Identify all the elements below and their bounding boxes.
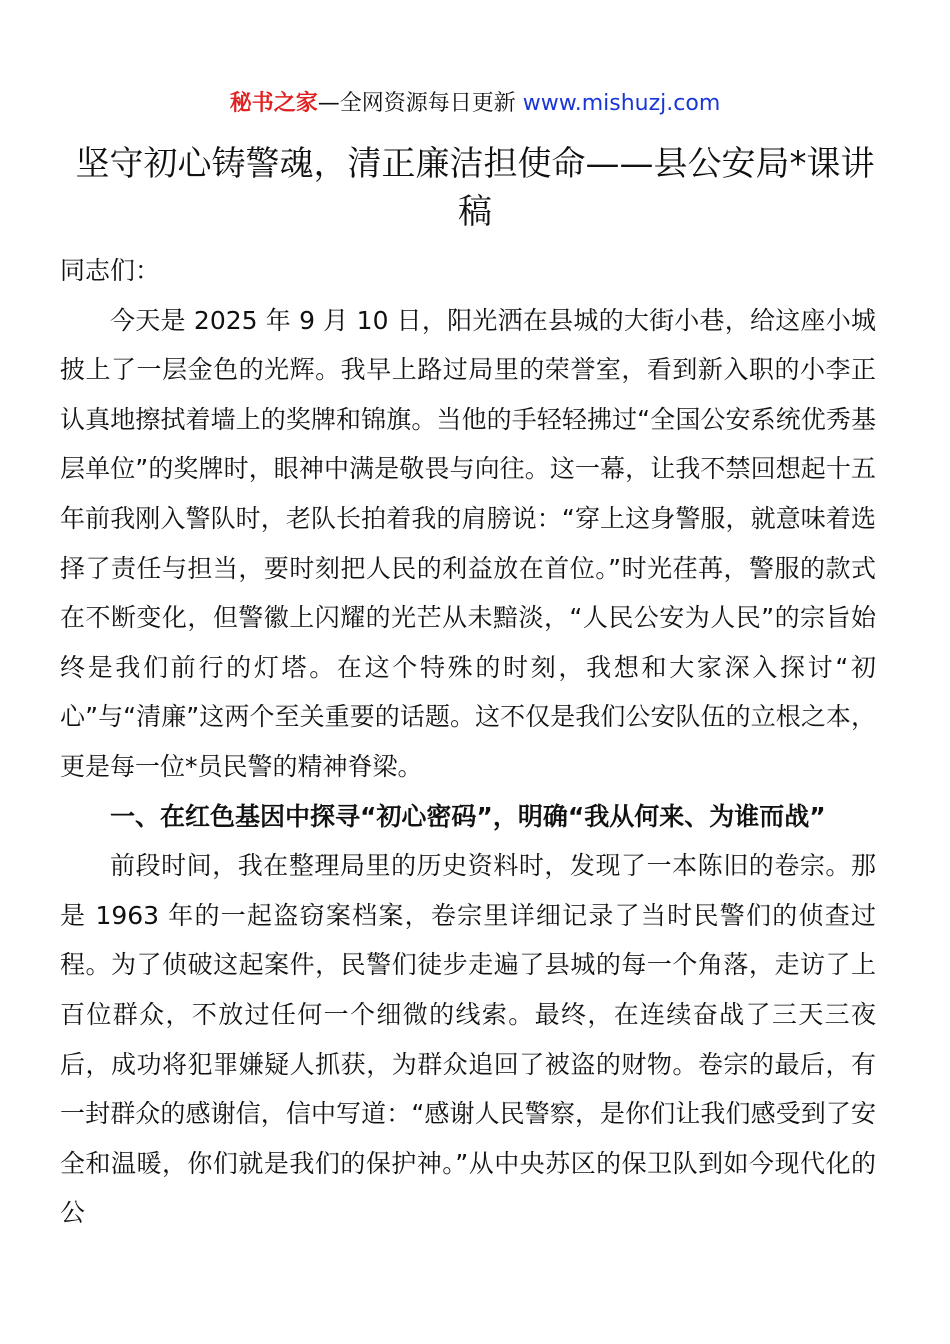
section-1-paragraph: 前段时间，我在整理局里的历史资料时，发现了一本陈旧的卷宗。那是 1963 年的一起盗窃案档案，卷宗里详细记录了当时民警们的侦查过程。为了侦破这起案件，民警们徒步走遍了县城的每一个角落，走访了上百位群众，不放过任何一个细微的线索。最终，在连续奋战了三天三夜后，成功将犯罪嫌疑人抓获，为群众追回了被盗的财物。卷宗的最后，有一封群众的感谢信，信中写道：“感谢人民警察，是你们让我们感受到了安全和温暖，你们就是我们的保护神。”从中央苏区的保卫队到如今现代化的公 — [60, 851, 876, 1228]
header-tagline: —全网资源每日更新 — [317, 91, 523, 116]
site-header — [0, 88, 950, 120]
intro-paragraph: 今天是 2025 年 9 月 10 日，阳光洒在县城的大街小巷，给这座小城披上了一层金色的光辉。我早上路过局里的荣誉室，看到新入职的小李正认真地擦拭着墙上的奖牌和锦旗。当他的手轻轻拂过“全国公安系统优秀基层单位”的奖牌时，眼神中满是敬畏与向往。这一幕，让我不禁回想起十五年前我刚入警队时，老队长拍着我的肩膀说：“穿上这身警服，就意味着选择了责任与担当，要时刻把人民的利益放在首位。”时光荏苒，警服的款式在不断变化，但警徽上闪耀的光芒从未黯淡，“人民公安为人民”的宗旨始终是我们前行的灯塔。在这个特殊的时刻，我想和大家深入探讨“初心”与“清廉”这两个至关重要的话题。这不仅是我们公安队伍的立根之本，更是每一位*员民警的精神脊梁。 — [60, 305, 876, 781]
site-url-link[interactable]: www.mishuzj.com — [522, 91, 721, 116]
brand-name: 秘书之家 — [229, 91, 318, 116]
document-title: 坚守初心铸警魂，清正廉洁担使命——县公安局*课讲稿 — [75, 144, 875, 232]
section-1-heading: 一、在红色基因中探寻“初心密码”，明确“我从何来、为谁而战” — [110, 801, 826, 831]
document-body — [60, 246, 876, 1238]
salutation: 同志们： — [60, 256, 161, 285]
